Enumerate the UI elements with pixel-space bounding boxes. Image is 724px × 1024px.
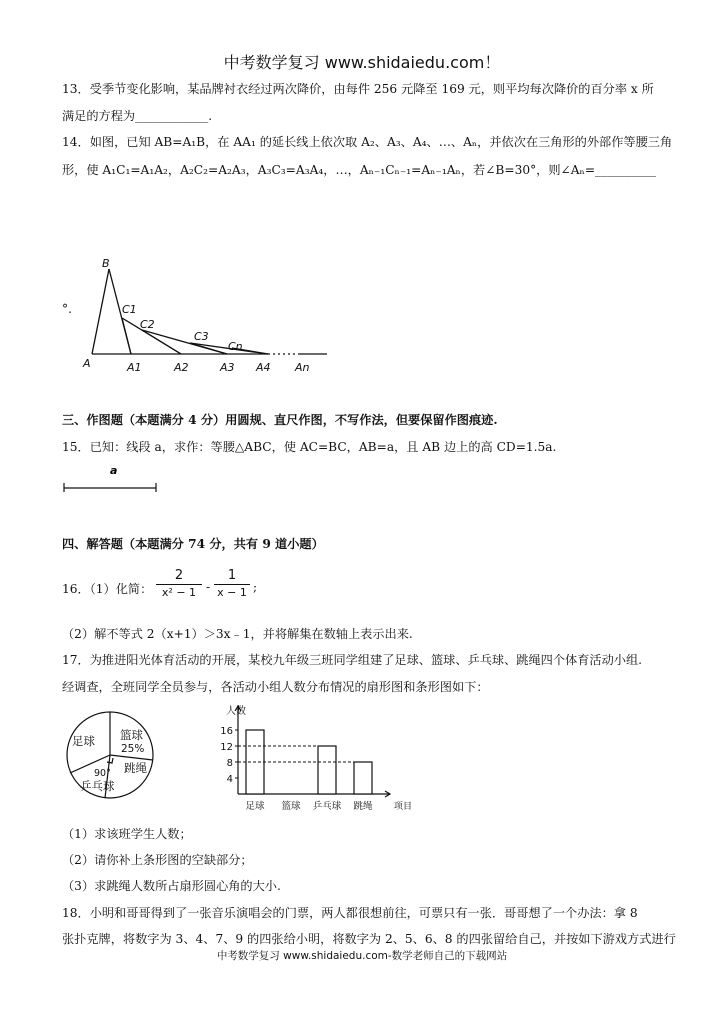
q18-line2: 张扑克牌，将数字为 3、4、7、9 的四张给小明，将数字为 2、5、6、8 的四张留给自己，并按如下游戏方式进行: [62, 932, 676, 946]
section4-heading: 四、解答题（本题满分 74 分，共有 9 道小题）: [62, 537, 324, 551]
pie-chart: [60, 705, 160, 805]
fig-label-A4: A4: [256, 361, 271, 374]
pie-label-pingpong: 乒乓球: [80, 779, 115, 793]
bar-category-label: 足球: [245, 801, 265, 812]
bar-y-label: 人数: [226, 706, 246, 717]
fig-label-A1: A1: [127, 361, 142, 374]
q16-fraction-2: [214, 568, 250, 600]
pie-label-football: 足球: [72, 734, 95, 748]
bar-3: [354, 762, 372, 794]
q16-prefix: 16．（1）化简：: [62, 582, 153, 596]
bar-category-label: 乒乓球: [312, 801, 342, 812]
q16-frac2-num: 1: [227, 568, 237, 583]
fig-seg-A2C2: [142, 330, 181, 354]
q14-figure: [80, 255, 340, 380]
q15-text: 15．已知：线段 a，求作：等腰△ABC，使 AC=BC，AB=a，且 AB 边上的高 CD=1.5a.: [62, 440, 557, 454]
bar-chart: [212, 700, 412, 818]
bar-category-label: 跳绳: [353, 801, 373, 812]
q17-sub2: （2）请你补上条形图的空缺部分；: [62, 853, 253, 867]
bar-y-tick-label: 16: [220, 726, 233, 737]
q15-segment: [60, 460, 170, 496]
page-header: 中考数学复习 www.shidaiedu.com！: [223, 53, 501, 72]
q16-frac2-den: x − 1: [217, 586, 247, 599]
page-footer: 中考数学复习 www.shidaiedu.com-数学老师自己的下载网站: [216, 950, 508, 962]
fig-seg-A3C3: [190, 343, 227, 354]
section3-heading: 三、作图题（本题满分 4 分）用圆规、直尺作图，不写作法，但要保留作图痕迹.: [62, 413, 498, 427]
q16-frac1-den: x² − 1: [161, 586, 197, 599]
q16-suffix: ;: [253, 580, 258, 594]
fig-label-C1: C1: [122, 303, 137, 316]
q17-line2: 经调查，全班同学全员参与，各活动小组人数分布情况的扇形图和条形图如下：: [62, 680, 489, 694]
pie-label-rope: 跳绳: [124, 761, 147, 775]
q16-fraction-1: [156, 568, 202, 600]
q15-segment-label: a: [110, 464, 118, 477]
q17-line1: 17．为推进阳光体育活动的开展，某校九年级三班同学组建了足球、篮球、乒乓球、跳绳四个体育活动小组.: [62, 653, 643, 667]
bar-y-tick-label: 8: [226, 758, 233, 769]
fig-seg-AB: [92, 269, 109, 354]
pie-radius-right: [110, 755, 153, 760]
q17-sub1: （1）求该班学生人数；: [62, 827, 192, 841]
q14-line2: 形，使 A₁C₁=A₁A₂，A₂C₂=A₂A₃，A₃C₃=A₃A₄，…，Aₙ₋₁Cₙ₋₁=Aₙ₋₁Aₙ，若∠B=30°，则∠Aₙ=__________: [62, 163, 656, 177]
bar-2: [318, 746, 336, 794]
q14-line1: 14．如图，已知 AB=A₁B，在 AA₁ 的延长线上依次取 A₂、A₃、A₄、…、Aₙ，并依次在三角形的外部作等腰三角: [62, 135, 673, 149]
fig-label-A: A: [83, 357, 91, 370]
q14-tail: °.: [62, 302, 72, 316]
q16-minus: -: [206, 580, 211, 594]
pie-label-basketball-pct: 25%: [121, 743, 145, 755]
fig-label-B: B: [102, 257, 110, 270]
pie-label-basketball: 篮球: [120, 728, 143, 742]
fig-label-C2: C2: [140, 318, 155, 331]
q16-frac1-num: 2: [174, 568, 184, 583]
bar-x-label: 项目: [394, 802, 412, 812]
bar-y-tick-label: 12: [220, 742, 233, 753]
fig-label-An: An: [295, 361, 310, 374]
fig-label-A2: A2: [174, 361, 189, 374]
bar-category-label: 篮球: [281, 801, 301, 812]
q13-line2: 满足的方程为____________.: [62, 109, 213, 123]
q13-line1: 13．受季节变化影响，某品牌衬衣经过两次降价，由每件 256 元降至 169 元，则平均每次降价的百分率 x 所: [62, 82, 654, 96]
bar-y-tick-label: 4: [226, 774, 233, 785]
q17-sub3: （3）求跳绳人数所占扇形圆心角的大小.: [62, 879, 281, 893]
fig-label-A3: A3: [220, 361, 235, 374]
q16-part2: （2）解不等式 2（x+1）＞3x﹣1，并将解集在数轴上表示出来.: [62, 627, 413, 641]
fig-label-Cn: Cn: [228, 340, 243, 353]
q18-line1: 18．小明和哥哥得到了一张音乐演唱会的门票，两人都很想前往，可票只有一张．哥哥想了一个办法：拿 8: [62, 906, 638, 920]
pie-label-angle: 90°: [94, 768, 111, 779]
fig-label-C3: C3: [194, 330, 209, 343]
